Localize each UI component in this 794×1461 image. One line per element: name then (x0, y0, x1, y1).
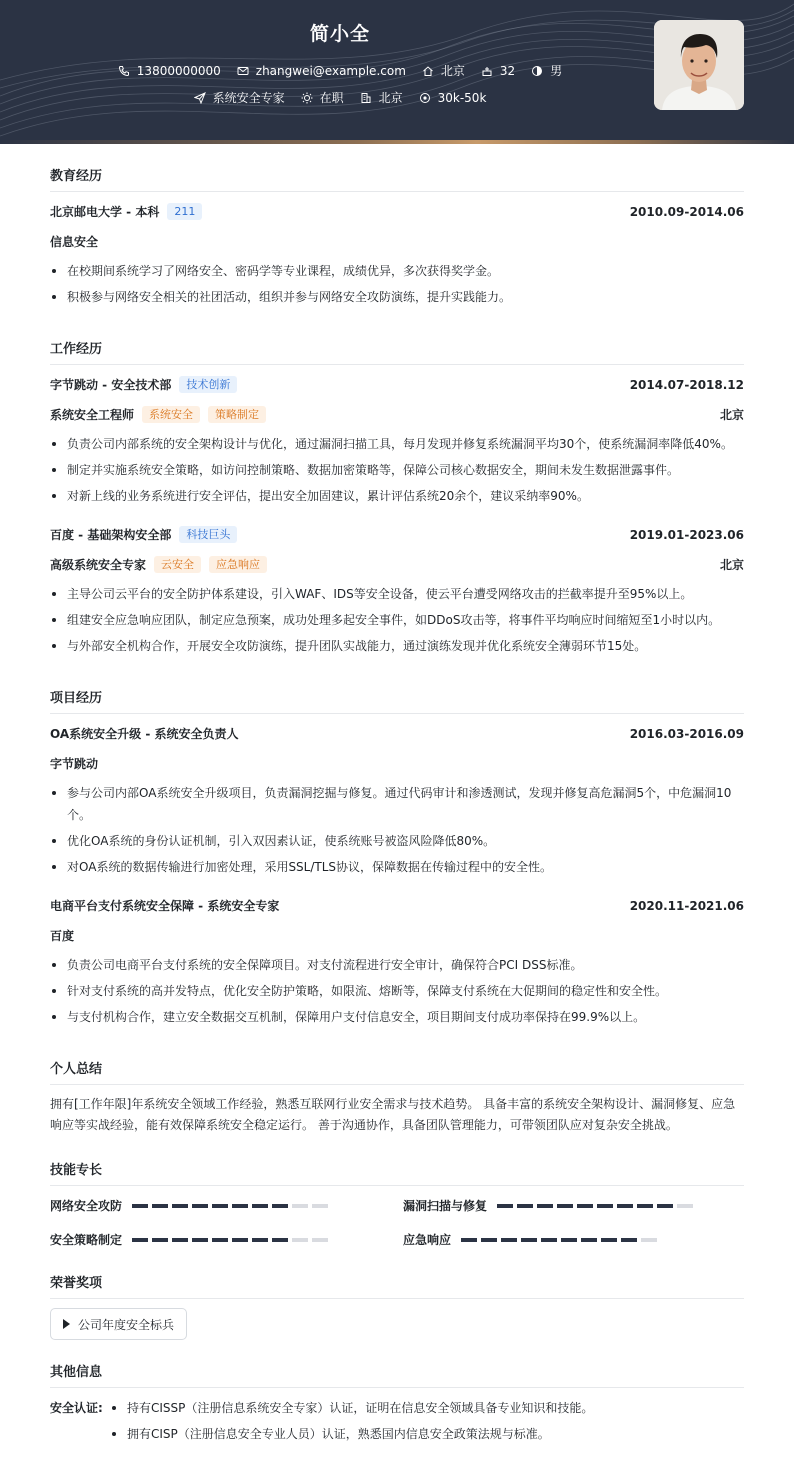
skill-name: 漏洞扫描与修复 (403, 1199, 488, 1213)
project-name-role: 电商平台支付系统安全保障 - 系统安全专家 (50, 899, 280, 913)
skill-level-bar (497, 1204, 697, 1208)
skills-section-title: 技能专长 (50, 1159, 744, 1186)
skill-level-segment (192, 1204, 208, 1208)
position (50, 406, 266, 423)
project-bullet: 负责公司电商平台支付系统的安全保障项目。对支付流程进行安全审计，确保符合PCI DSS标准。 (50, 954, 744, 976)
project-company-row (50, 755, 744, 772)
skill-level-segment (252, 1238, 268, 1242)
status-info (301, 89, 344, 106)
skill-name: 安全策略制定 (50, 1233, 123, 1247)
phone-text: 13800000000 (136, 63, 221, 78)
project-name-role: OA系统安全升级 - 系统安全负责人 (50, 727, 239, 741)
skill-level-segment (581, 1238, 597, 1242)
major-text: 信息安全 (50, 235, 99, 249)
mail-icon (237, 65, 249, 77)
project-bullet: 优化OA系统的身份认证机制，引入双因素认证，使系统账号被盗风险降低80%。 (50, 830, 744, 852)
work-bullet: 制定并实施系统安全策略，如访问控制策略、数据加密策略等，保障公司核心数据安全，期间未发生数据泄露事件。 (50, 459, 744, 481)
award-text: 公司年度安全标兵 (78, 1317, 175, 1332)
skill-level-segment (152, 1238, 168, 1242)
position-tag: 系统安全 (142, 406, 200, 423)
location-info (422, 62, 465, 79)
skill-item (403, 1231, 661, 1248)
gender-info (531, 62, 562, 79)
company-dept (50, 376, 237, 393)
email-text: zhangwei@example.com (255, 63, 406, 78)
work-section-title: 工作经历 (50, 338, 744, 365)
cake-icon (481, 65, 493, 77)
education-section-title: 教育经历 (50, 165, 744, 192)
skill-level-segment (497, 1204, 513, 1208)
certification-label: 安全认证: (50, 1401, 103, 1415)
project-period: 2016.03-2016.09 (629, 726, 744, 741)
skill-level-segment (312, 1204, 328, 1208)
age-info (481, 64, 515, 78)
skill-level-segment (521, 1238, 537, 1242)
work-position-row (50, 406, 744, 423)
skill-level-segment (272, 1204, 288, 1208)
school-tag: 211 (167, 203, 202, 220)
work-bullet: 与外部安全机构合作，开展安全攻防演练，提升团队实战能力，通过演练发现并优化系统安全薄弱环节15处。 (50, 635, 744, 657)
education-bullet: 积极参与网络安全相关的社团活动，组织并参与网络安全攻防演练，提升实践能力。 (50, 286, 744, 308)
skill-level-bar (461, 1238, 661, 1242)
work-position-row (50, 556, 744, 573)
skill-level-segment (192, 1238, 208, 1242)
skill-level-segment (152, 1204, 168, 1208)
skill-item (50, 1231, 332, 1248)
building-icon (360, 92, 372, 104)
skill-level-segment (577, 1204, 593, 1208)
major-row (50, 233, 744, 250)
gender-text: 男 (550, 64, 563, 78)
skill-name: 应急响应 (403, 1233, 452, 1247)
project-bullet: 针对支付系统的高并发特点，优化安全防护策略，如限流、熔断等，保障支付系统在大促期间的稳定性和安全性。 (50, 980, 744, 1002)
skill-name: 网络安全攻防 (50, 1199, 123, 1213)
email-info (237, 64, 406, 78)
send-icon (194, 92, 206, 104)
skill-level-bar (132, 1238, 332, 1242)
work-period: 2019.01-2023.06 (629, 527, 744, 542)
phone-icon (118, 65, 130, 77)
skill-level-segment (232, 1204, 248, 1208)
work-bullet: 对新上线的业务系统进行安全评估，提出安全加固建议，累计评估系统20余个，建议采纳率90%。 (50, 485, 744, 507)
home-icon (422, 65, 434, 77)
salary-text: 30k-50k (437, 90, 487, 105)
company-dept (50, 526, 237, 543)
skill-level-segment (481, 1238, 497, 1242)
skill-level-segment (252, 1204, 268, 1208)
project-company: 百度 (50, 929, 75, 943)
project-entry-header (50, 897, 744, 914)
resume-header (0, 0, 794, 140)
play-icon (63, 1319, 70, 1329)
location-text: 北京 (440, 64, 465, 78)
position-tag: 应急响应 (209, 556, 267, 573)
education-period: 2010.09-2014.06 (629, 204, 744, 219)
skill-item (50, 1197, 332, 1214)
skill-level-segment (292, 1238, 308, 1242)
company-tag: 科技巨头 (179, 526, 237, 543)
skill-level-segment (641, 1238, 657, 1242)
position-text: 高级系统安全专家 (50, 558, 147, 572)
skill-level-segment (617, 1204, 633, 1208)
phone-info (118, 64, 221, 78)
position-tag: 云安全 (154, 556, 201, 573)
status-text: 在职 (319, 91, 344, 105)
skill-level-segment (312, 1238, 328, 1242)
skill-level-segment (637, 1204, 653, 1208)
work-period: 2014.07-2018.12 (629, 377, 744, 392)
skill-level-segment (272, 1238, 288, 1242)
position-text: 系统安全工程师 (50, 408, 135, 422)
project-period: 2020.11-2021.06 (629, 898, 744, 913)
skill-level-segment (517, 1204, 533, 1208)
skill-item (403, 1197, 697, 1214)
contact-row (0, 62, 680, 79)
other-section-title: 其他信息 (50, 1361, 744, 1388)
project-bullet: 与支付机构合作，建立安全数据交互机制，保障用户支付信息安全，项目期间支付成功率保持在99.9%以上。 (50, 1006, 744, 1028)
summary-text: 拥有[工作年限]年系统安全领域工作经验，熟悉互联网行业安全需求与技术趋势。 具备丰富的系统安全架构设计、漏洞修复、应急响应等实战经验，能有效保障系统安全稳定运行。 善于沟通协作，具备团队管理能力，可带领团队应对复杂安全挑战。 (50, 1097, 736, 1132)
skill-level-segment (597, 1204, 613, 1208)
work-city: 北京 (719, 558, 744, 572)
job-title-text: 系统安全专家 (212, 91, 285, 105)
skill-level-segment (621, 1238, 637, 1242)
certification-bullet: 拥有CISP（注册信息安全专业人员）认证，熟悉国内信息安全政策法规与标准。 (110, 1425, 744, 1443)
skill-level-segment (461, 1238, 477, 1242)
header-accent-stripe (0, 140, 794, 144)
skill-level-segment (212, 1238, 228, 1242)
skill-level-segment (232, 1238, 248, 1242)
project-company-row (50, 927, 744, 944)
skill-level-segment (172, 1238, 188, 1242)
skill-level-segment (561, 1238, 577, 1242)
work-entry-header (50, 526, 744, 543)
project-entry-header (50, 725, 744, 742)
skill-level-bar (132, 1204, 332, 1208)
work-city-info (360, 89, 403, 106)
job-intent-row (0, 89, 680, 106)
work-bullet: 负责公司内部系统的安全架构设计与优化，通过漏洞扫描工具，每月发现并修复系统漏洞平均30个，使系统漏洞率降低40%。 (50, 433, 744, 455)
skill-level-segment (541, 1238, 557, 1242)
gender-icon (531, 65, 543, 77)
awards-section-title: 荣誉奖项 (50, 1272, 744, 1299)
skill-level-segment (212, 1204, 228, 1208)
skill-level-segment (172, 1204, 188, 1208)
project-bullet: 对OA系统的数据传输进行加密处理，采用SSL/TLS协议，保障数据在传输过程中的安全性。 (50, 856, 744, 878)
work-entry-header (50, 376, 744, 393)
project-bullet: 参与公司内部OA系统安全升级项目，负责漏洞挖掘与修复。通过代码审计和渗透测试，发现并修复高危漏洞5个，中危漏洞10个。 (50, 782, 744, 826)
skill-level-segment (601, 1238, 617, 1242)
skill-level-segment (132, 1204, 148, 1208)
company-dept-text: 百度 - 基础架构安全部 (50, 528, 172, 542)
project-company: 字节跳动 (50, 757, 99, 771)
skill-level-segment (132, 1238, 148, 1242)
school-degree (50, 203, 202, 220)
projects-section-title: 项目经历 (50, 687, 744, 714)
education-entry-header (50, 203, 744, 220)
skill-level-segment (677, 1204, 693, 1208)
company-dept-text: 字节跳动 - 安全技术部 (50, 378, 172, 392)
work-bullet: 主导公司云平台的安全防护体系建设，引入WAF、IDS等安全设备，使云平台遭受网络攻击的拦截率提升至95%以上。 (50, 583, 744, 605)
education-bullet: 在校期间系统学习了网络安全、密码学等专业课程，成绩优异，多次获得奖学金。 (50, 260, 744, 282)
coin-icon (419, 92, 431, 104)
avatar (654, 20, 744, 110)
job-title-info (194, 89, 285, 106)
age-text: 32 (499, 63, 516, 78)
company-tag: 技术创新 (179, 376, 237, 393)
summary-section-title: 个人总结 (50, 1058, 744, 1085)
skill-level-segment (657, 1204, 673, 1208)
sun-icon (301, 92, 313, 104)
salary-info (419, 91, 487, 105)
work-city-text: 北京 (378, 91, 403, 105)
position (50, 556, 267, 573)
candidate-name: 简小全 (309, 23, 370, 45)
skill-level-segment (501, 1238, 517, 1242)
skill-level-segment (557, 1204, 573, 1208)
work-bullet: 组建安全应急响应团队，制定应急预案，成功处理多起安全事件，如DDoS攻击等，将事件平均响应时间缩短至1小时以内。 (50, 609, 744, 631)
work-city: 北京 (719, 408, 744, 422)
award-item[interactable] (50, 1308, 187, 1340)
profile-photo (654, 20, 744, 110)
skill-level-segment (537, 1204, 553, 1208)
certification-bullet: 持有CISSP（注册信息系统安全专家）认证，证明在信息安全领域具备专业知识和技能。 (110, 1399, 744, 1417)
skill-level-segment (292, 1204, 308, 1208)
school-degree-text: 北京邮电大学 - 本科 (50, 205, 160, 219)
position-tag: 策略制定 (208, 406, 266, 423)
